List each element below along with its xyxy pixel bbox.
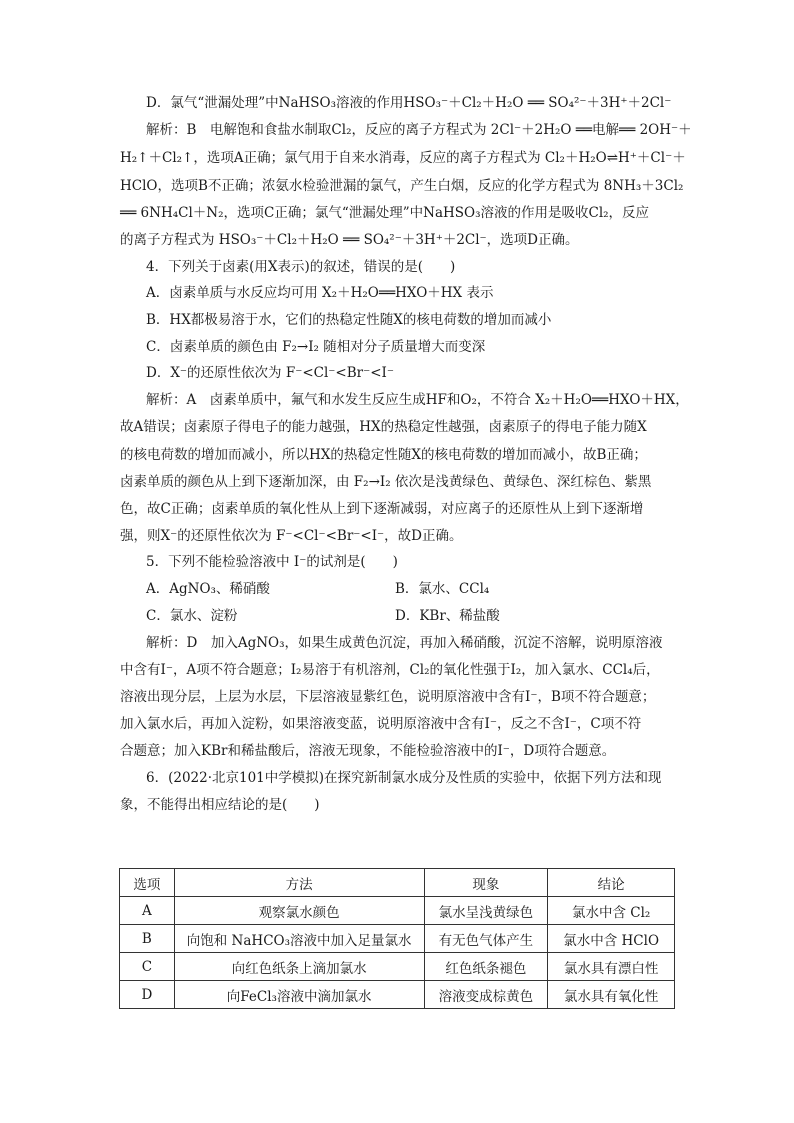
analysis-line: ══ 6NH₄Cl＋N₂，选项C正确；氯气“泄漏处理”中NaHSO₃溶液的作用是吸收Cl₂，反应 xyxy=(120,205,650,221)
analysis-line: 中含有I⁻，A项不符合题意；I₂易溶于有机溶剂，Cl₂的氧化性强于I₂，加入氯水、CCl₄后， xyxy=(120,662,660,678)
analysis-line: HClO，选项B不正确；浓氨水检验泄漏的氯气，产生白烟，反应的化学方程式为 8NH₃＋3Cl₂ xyxy=(120,178,684,194)
table-cell: 向FeCl₃溶液中滴加氯水 xyxy=(174,981,424,1009)
table-header: 现象 xyxy=(424,869,548,897)
question-6-stem: 6．(2022·北京101中学模拟)在探究新制氯水成分及性质的实验中，依据下列方法和现 xyxy=(146,770,662,786)
table-header: 结论 xyxy=(548,869,675,897)
table-cell: C xyxy=(120,953,175,981)
analysis-line: H₂↑＋Cl₂↑，选项A正确；氯气用于自来水消毒，反应的离子方程式为 Cl₂＋H₂O⇌H⁺＋Cl⁻＋ xyxy=(120,150,686,166)
table-cell: 氯水中含 Cl₂ xyxy=(548,897,675,925)
table-cell: 溶液变成棕黄色 xyxy=(424,981,548,1009)
analysis-line: 卤素单质的颜色从上到下逐渐加深，由 F₂→I₂ 依次是浅黄绿色、黄绿色、深红棕色、紫黑 xyxy=(120,474,652,490)
table-cell: 向红色纸条上滴加氯水 xyxy=(174,953,424,981)
table-row xyxy=(120,953,675,981)
analysis-line: 解析：B 电解饱和食盐水制取Cl₂，反应的离子方程式为 2Cl⁻＋2H₂O ══电解══ 2OH⁻＋ xyxy=(146,122,692,138)
question-4-stem: 4．下列关于卤素(用X表示)的叙述，错误的是( ) xyxy=(146,259,456,275)
table-header: 方法 xyxy=(174,869,424,897)
table-cell: 有无色气体产生 xyxy=(424,925,548,953)
table-cell: B xyxy=(120,925,175,953)
experiment-table xyxy=(119,868,675,1009)
analysis-line: 解析：A 卤素单质中，氟气和水发生反应生成HF和O₂，不符合 X₂＋H₂O══HXO＋HX， xyxy=(146,392,689,408)
table-cell: 红色纸条褪色 xyxy=(424,953,548,981)
question-4-option-c: C．卤素单质的颜色由 F₂→I₂ 随相对分子质量增大而变深 xyxy=(146,339,486,355)
table-cell: 氯水呈浅黄绿色 xyxy=(424,897,548,925)
question-5-option-b: B．氯水、CCl₄ xyxy=(395,581,490,597)
table-row xyxy=(120,897,675,925)
question-5-option-c: C．氯水、淀粉 xyxy=(146,608,238,624)
analysis-line: 溶液出现分层，上层为水层，下层溶液显紫红色，说明原溶液中含有I⁻，B项不符合题意； xyxy=(120,689,656,705)
question-6-stem: 象，不能得出相应结论的是( ) xyxy=(120,797,320,813)
table-row xyxy=(120,981,675,1009)
table-header-row xyxy=(120,869,675,897)
analysis-line: 强，则X⁻的还原性依次为 F⁻<Cl⁻<Br⁻<I⁻，故D正确。 xyxy=(120,528,463,544)
table-cell: 向饱和 NaHCO₃溶液中加入足量氯水 xyxy=(174,925,424,953)
question-4-option-b: B．HX都极易溶于水，它们的热稳定性随X的核电荷数的增加而减小 xyxy=(146,312,552,328)
question-5-option-a: A．AgNO₃、稀硝酸 xyxy=(146,581,270,597)
table-cell: 氯水中含 HClO xyxy=(548,925,675,953)
analysis-line: 解析：D 加入AgNO₃，如果生成黄色沉淀，再加入稀硝酸，沉淀不溶解，说明原溶液 xyxy=(146,635,663,651)
table-header: 选项 xyxy=(120,869,175,897)
analysis-line: 的核电荷数的增加而减小，所以HX的热稳定性随X的核电荷数的增加而减小，故B正确； xyxy=(120,447,647,463)
analysis-line: 合题意；加入KBr和稀盐酸后，溶液无现象，不能检验溶液中的I⁻，D项符合题意。 xyxy=(120,743,616,759)
question-4-option-d: D．X⁻的还原性依次为 F⁻<Cl⁻<Br⁻<I⁻ xyxy=(146,365,395,381)
question-5-option-d: D．KBr、稀盐酸 xyxy=(395,608,500,624)
analysis-line: 故A错误；卤素原子得电子的能力越强，HX的热稳定性越强，卤素原子的得电子能力随X xyxy=(120,419,647,435)
analysis-line: 加入氯水后，再加入淀粉，如果溶液变蓝，说明原溶液中含有I⁻，反之不含I⁻，C项不符 xyxy=(120,716,642,732)
table-row xyxy=(120,925,675,953)
analysis-line: 的离子方程式为 HSO₃⁻＋Cl₂＋H₂O ══ SO₄²⁻＋3H⁺＋2Cl⁻，选项D正确。 xyxy=(120,232,579,248)
table-cell: 氯水具有氧化性 xyxy=(548,981,675,1009)
table-cell: D xyxy=(120,981,175,1009)
question-5-stem: 5．下列不能检验溶液中 I⁻的试剂是( ) xyxy=(146,554,398,570)
question-4-option-a: A．卤素单质与水反应均可用 X₂＋H₂O══HXO＋HX 表示 xyxy=(146,285,494,301)
option-d-line: D．氯气“泄漏处理”中NaHSO₃溶液的作用HSO₃⁻＋Cl₂＋H₂O ══ SO₄²⁻＋3H⁺＋2Cl⁻ xyxy=(146,95,672,111)
table-cell: A xyxy=(120,897,175,925)
table-cell: 氯水具有漂白性 xyxy=(548,953,675,981)
table-cell: 观察氯水颜色 xyxy=(174,897,424,925)
analysis-line: 色，故C正确；卤素单质的氧化性从上到下逐渐减弱，对应离子的还原性从上到下逐渐增 xyxy=(120,501,644,517)
